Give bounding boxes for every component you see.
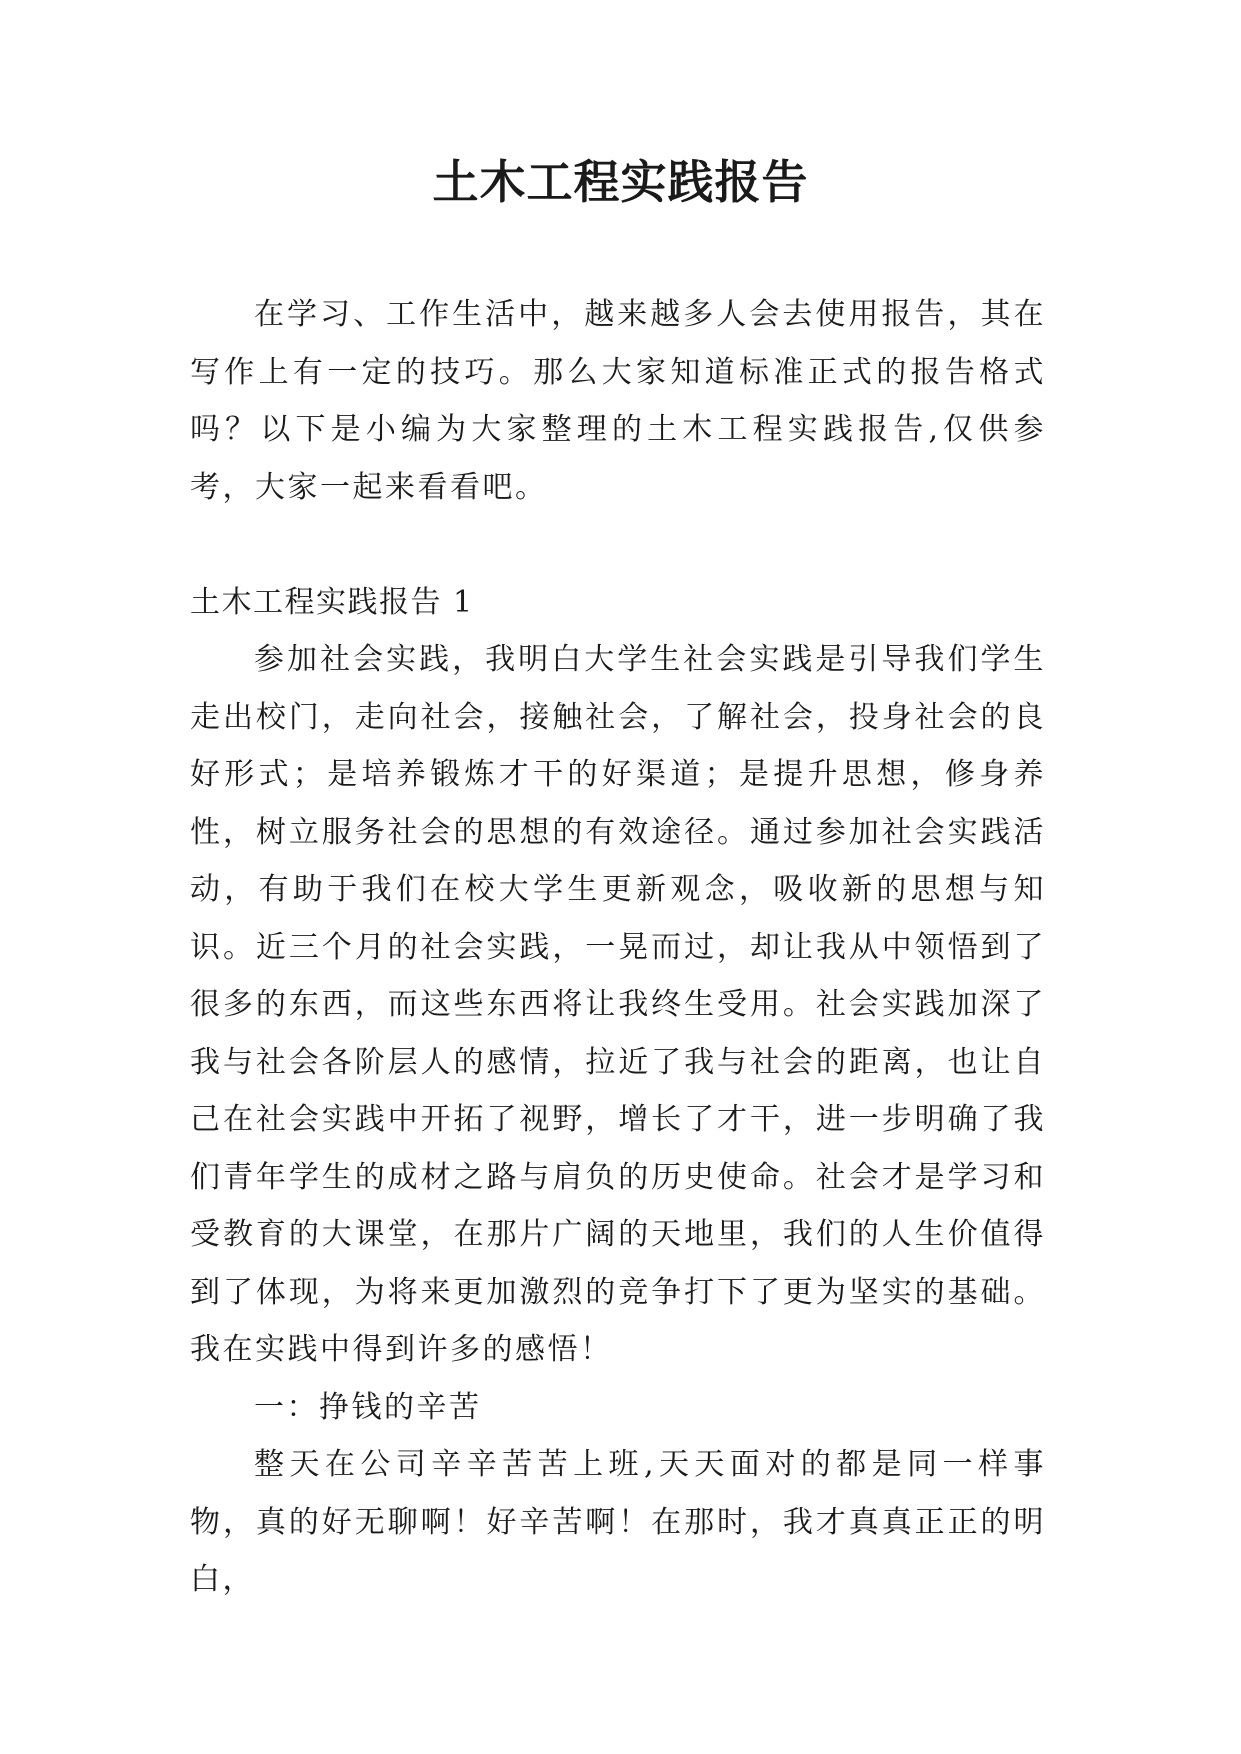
body-paragraph: 参加社会实践，我明白大学生社会实践是引导我们学生走出校门，走向社会，接触社会，了解社会，投身社会的良好形式；是培养锻炼才干的好渠道；是提升思想，修身养性，树立服务社会的思想的有效途径。通过参加社会实践活动，有助于我们在校大学生更新观念，吸收新的思想与知识。近三个月的社会实践，一晃而过，却让我从中领悟到了很多的东西，而这些东西将让我终生受用。社会实践加深了我与社会各阶层人的感情，拉近了我与社会的距离，也让自己在社会实践中开拓了视野，增长了才干，进一步明确了我们青年学生的成材之路与肩负的历史使命。社会才是学习和受教育的大课堂，在那片广阔的天地里，我们的人生价值得到了体现，为将来更加激烈的竞争打下了更为坚实的基础。我在实践中得到许多的感悟！ — [190, 642, 1046, 1367]
intro-paragraph: 在学习、工作生活中，越来越多人会去使用报告，其在写作上有一定的技巧。那么大家知道标准正式的报告格式吗？以下是小编为大家整理的土木工程实践报告,仅供参考，大家一起来看看吧。 — [190, 297, 1046, 505]
section-heading: 土木工程实践报告 1 — [190, 584, 474, 620]
subheading: 一：挣钱的辛苦 — [254, 1389, 482, 1425]
document-body — [190, 286, 1046, 1609]
body-paragraph: 整天在公司辛辛苦苦上班,天天面对的都是同一样事物，真的好无聊啊！好辛苦啊！在那时，我才真真正正的明白， — [190, 1447, 1046, 1597]
paragraph-spacer — [190, 516, 1046, 574]
document-title: 土木工程实践报告 — [432, 155, 809, 209]
